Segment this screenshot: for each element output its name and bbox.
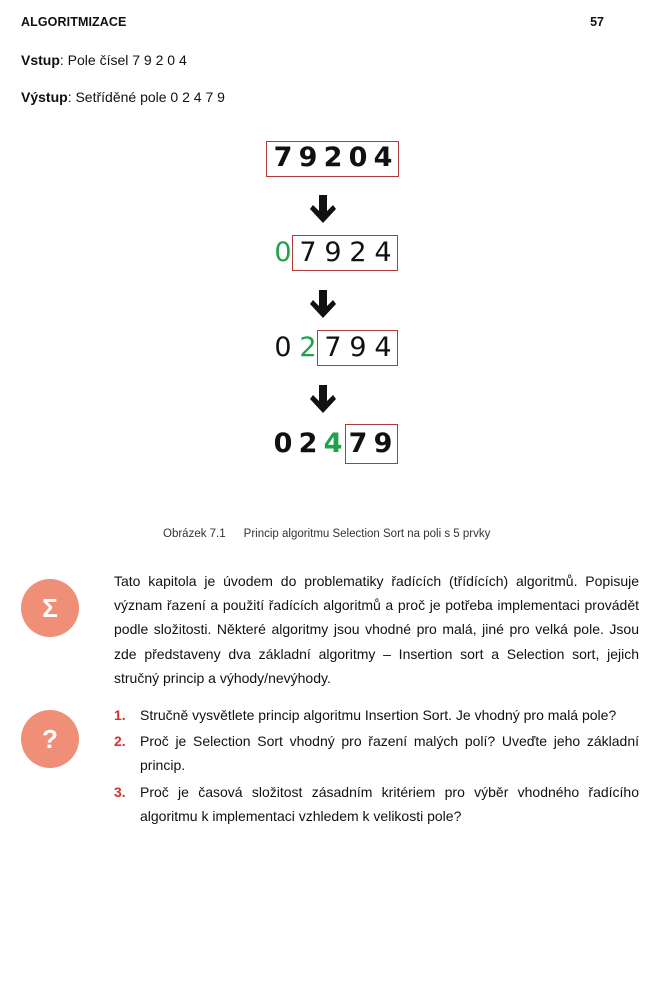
input-label: Vstup: [21, 52, 60, 68]
list-item: [114, 703, 639, 727]
question-text: Proč je časová složitost zásadním kritériem pro výběr vhodného řadícího algoritmu k implementaci vzhledem k velikosti pole?: [140, 783, 639, 824]
digit: 2: [323, 142, 343, 173]
digit: 4: [374, 237, 392, 268]
figure-row: [0, 426, 661, 462]
question-text: Proč je Selection Sort vhodný pro řazení malých polí? Uveďte jeho základní princip.: [140, 733, 639, 774]
figure-row: [0, 235, 661, 271]
question-number: 2.: [114, 733, 126, 750]
digit: 9: [298, 142, 318, 173]
selection-sort-figure: [0, 0, 661, 480]
question-number: 1.: [114, 707, 126, 723]
question-text: Stručně vysvětlete princip algoritmu Insertion Sort. Je vhodný pro malá pole?: [140, 707, 617, 723]
review-questions: [114, 703, 639, 830]
digit: 7: [299, 237, 317, 268]
down-arrow-icon: [310, 290, 336, 320]
figure-row: [0, 330, 661, 366]
digit: 9: [373, 428, 393, 459]
question-mark-icon: ?: [21, 710, 79, 768]
list-item: [114, 729, 639, 777]
digit: 4: [374, 332, 392, 363]
figure-caption: [163, 528, 490, 540]
question-number: 3.: [114, 783, 126, 800]
digit: 9: [324, 237, 342, 268]
digit: 2: [298, 428, 318, 459]
digit: 7: [273, 142, 293, 173]
digit: 7: [348, 428, 368, 459]
digit: 2: [299, 332, 317, 363]
digit: 0: [274, 332, 292, 363]
output-label: Výstup: [21, 89, 68, 105]
digit: 0: [274, 237, 292, 268]
summary-paragraph: Tato kapitola je úvodem do problematiky řadících (třídících) algoritmů. Popisuje význam řazení a použití řadících algoritmů a proč je potřeba implementaci provádět podle složitosti. Některé algoritmy jsou vhodné pro malá, jiné pro velká pole. Jsou zde představeny dva základní algoritmy – Insertion sort a Selection sort, jejich stručný princip a výhody/nevýhody.: [114, 573, 639, 686]
down-arrow-icon: [310, 385, 336, 415]
page-number: 57: [590, 15, 604, 29]
down-arrow-icon: [310, 195, 336, 225]
digit: 7: [324, 332, 342, 363]
output-text: : Setříděné pole 0 2 4 7 9: [67, 89, 225, 105]
caption-number: Obrázek 7.1: [163, 528, 226, 540]
digit: 9: [349, 332, 367, 363]
summary-sigma-icon: Σ: [21, 579, 79, 637]
digit: 2: [349, 237, 367, 268]
input-text: : Pole čísel 7 9 2 0 4: [59, 52, 187, 68]
digit: 4: [323, 428, 343, 459]
chapter-title: ALGORITMIZACE: [21, 15, 127, 29]
list-item: [114, 780, 639, 828]
digit: 0: [348, 142, 368, 173]
caption-text: Princip algoritmu Selection Sort na poli s 5 prvky: [243, 528, 491, 540]
digit: 0: [273, 428, 293, 459]
digit: 4: [373, 142, 393, 173]
figure-row: [0, 140, 661, 176]
